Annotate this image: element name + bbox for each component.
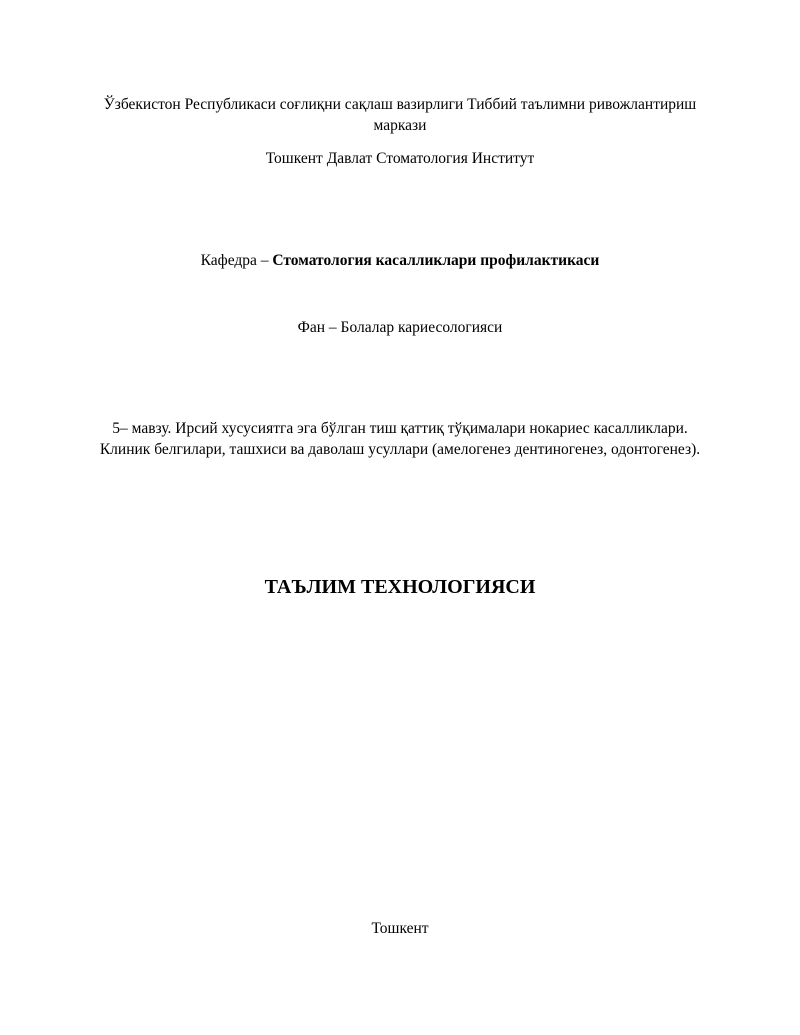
document-title: ТАЪЛИМ ТЕХНОЛОГИЯСИ [264,576,536,598]
department-line [80,250,720,271]
subject-line: Фан – Болалар кариесологияси [297,319,503,336]
institute-name: Тошкент Давлат Стоматология Институт [265,150,535,167]
department-name: Стоматология касалликлари профилактикаси [272,252,600,269]
department-prefix: Кафедра – [200,252,273,269]
topic-line-1: 5– мавзу. Ирсий хусусиятга эга бўлган тиш қаттиқ тўқималари нокариес касалликлари. [112,420,688,437]
ministry-heading: Ўзбекистон Республикаси соғлиқни сақлаш вазирлиги Тиббий таълимни ривожлантириш маркази [103,96,697,134]
topic-line-2: Клиник белгилари, ташхиси ва даволаш усуллари (амелогенез дентиногенез, одонтогенез). [99,441,701,458]
city-footer: Тошкент [371,920,429,937]
topic-block [80,418,720,460]
